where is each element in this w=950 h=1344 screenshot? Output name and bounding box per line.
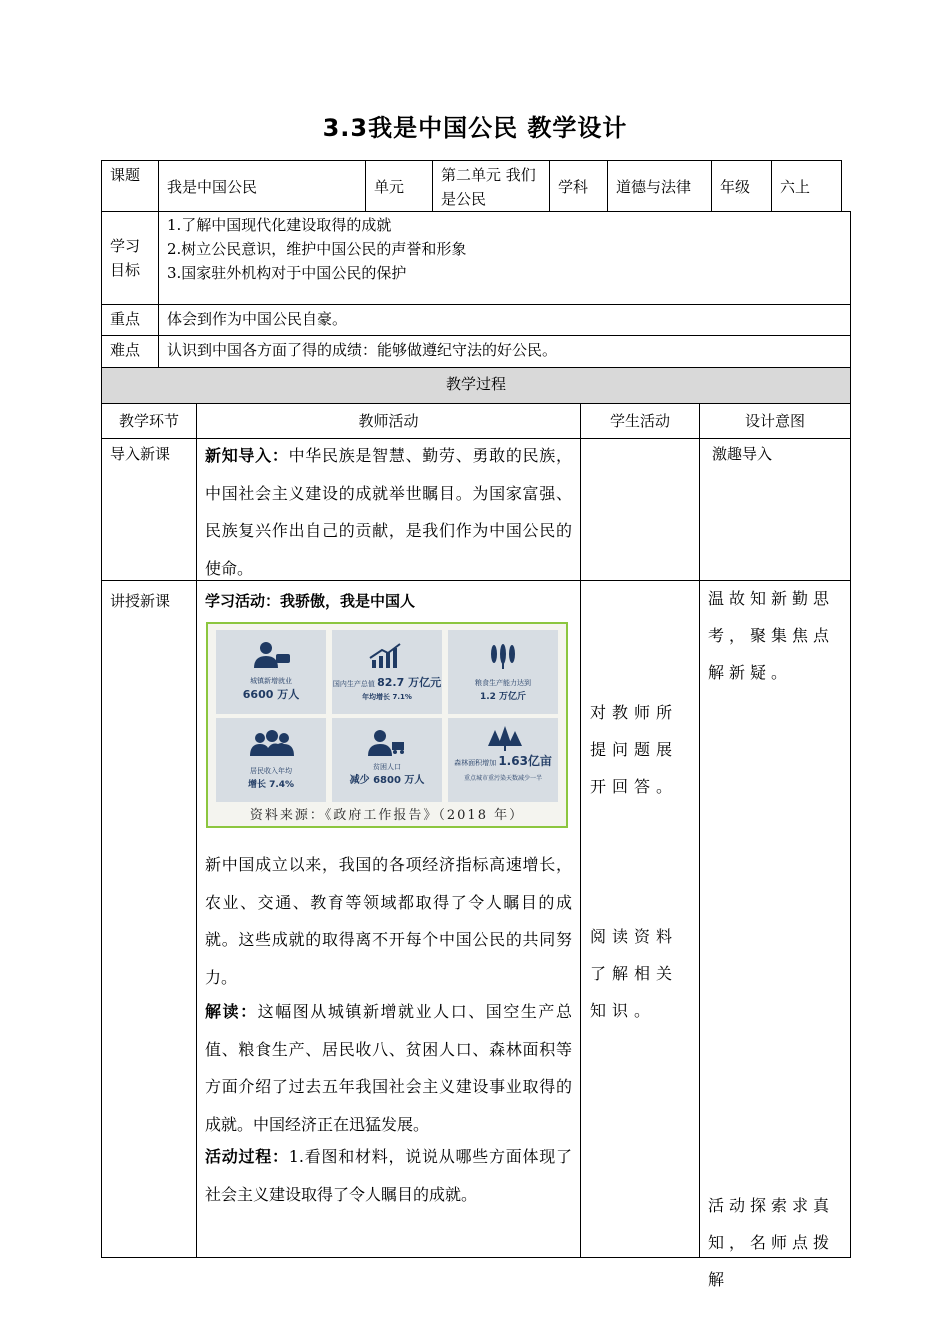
header-stage-cell: [101, 403, 197, 439]
subject-label-cell: [549, 160, 608, 212]
tile-value: 增长 7.4%: [247, 780, 295, 790]
tile-value: 6600 万人: [242, 688, 300, 701]
intro-student-cell: [580, 438, 700, 581]
grade-value-cell: [771, 160, 842, 212]
goal-item: 3.国家驻外机构对于中国公民的保护: [167, 264, 407, 282]
goals-label-cell: [101, 211, 159, 305]
tile-sub: 年均增长 7.1%: [362, 693, 412, 701]
topic-value-cell: [158, 160, 366, 212]
topic-label-cell: [101, 160, 159, 212]
goals-label: 学习目标: [110, 237, 141, 279]
residents-icon: [216, 728, 326, 758]
poverty-icon: [332, 728, 442, 758]
tile-employment: [216, 630, 326, 714]
process-bold: 活动过程：: [205, 1147, 289, 1166]
tile-value: 1.2 万亿斤: [479, 692, 527, 702]
subject-value: 道德与法律: [616, 178, 692, 196]
lecture-stage-cell: [101, 580, 197, 1258]
tile-label: 国内生产总值 82.7 万亿元: [332, 676, 442, 689]
header-teacher: 教师活动: [358, 412, 419, 430]
difficulty-label: 难点: [110, 341, 141, 359]
wheat-icon: [448, 640, 558, 670]
tile-gdp: [332, 630, 442, 714]
key-point-text: 体会到作为中国公民自豪。: [167, 310, 348, 328]
intro-teacher-text: 中华民族是智慧、勤劳、勇敢的民族，中国社会主义建设的成就举世瞩目。为国家富强、民族复兴作出自己的贡献，是我们作为中国公民的使命。: [205, 446, 572, 578]
header-student-cell: [580, 403, 700, 439]
lecture-paragraph: 新中国成立以来，我国的各项经济指标高速增长，农业、交通、教育等领域都取得了令人瞩目的成就。这些成就的取得离不开每个中国公民的共同努力。: [205, 855, 572, 987]
intro-teacher-bold: 新知导入：: [205, 446, 289, 465]
growth-chart-icon: [332, 640, 442, 670]
tile-forest: [448, 718, 558, 802]
lecture-stage: 讲授新课: [110, 592, 171, 610]
infographic-source: 资料来源：《政府工作报告》（2018 年）: [249, 808, 525, 823]
header-intent-cell: [699, 403, 851, 439]
tile-value: 减少 6800 万人: [349, 775, 425, 786]
header-teacher-cell: [196, 403, 581, 439]
grade-value: 六上: [780, 178, 811, 196]
reading-bold: 解读：: [205, 1002, 258, 1021]
unit-label-cell: [365, 160, 433, 212]
intro-intent: 激趣导入: [712, 445, 773, 463]
intro-intent-cell: [699, 438, 851, 581]
key-point-label-cell: [101, 304, 159, 336]
student-activity-answer: 对教师所提问题展开回答。: [590, 703, 679, 796]
intro-stage-cell: [101, 438, 197, 581]
process-text: 1.看图和材料，说说从哪些方面体现了社会主义建设取得了令人瞩目的成就。: [205, 1147, 572, 1204]
subject-value-cell: [607, 160, 712, 212]
goal-item: 2.树立公民意识，维护中国公民的声誉和形象: [167, 240, 467, 258]
tile-label: 粮食生产能力达到: [475, 679, 531, 687]
tile-grain: [448, 630, 558, 714]
tile-sub: 重点城市重污染天数减少一半: [463, 775, 542, 782]
topic-value: 我是中国公民: [167, 178, 258, 196]
difficulty-text: 认识到中国各方面了得的成绩：能够做遵纪守法的好公民。: [167, 341, 558, 359]
forest-icon: [448, 722, 558, 752]
difficulty-label-cell: [101, 335, 159, 368]
header-stage: 教学环节: [118, 412, 179, 430]
grade-label: 年级: [720, 178, 751, 196]
design-intent-explore: 活动探索求真知，名师点拨解: [708, 1196, 835, 1289]
header-intent: 设计意图: [744, 412, 805, 430]
grade-label-cell: [711, 160, 772, 212]
tile-label: 居民收入年均: [250, 767, 292, 775]
achievements-infographic: [206, 622, 568, 828]
key-point-text-cell: [158, 304, 851, 336]
page-title: 3.3我是中国公民 教学设计: [322, 114, 628, 142]
reading-paragraph: [205, 993, 572, 1143]
intro-stage: 导入新课: [110, 445, 171, 463]
header-student: 学生活动: [609, 412, 670, 430]
tile-label: 城镇新增就业: [250, 677, 292, 685]
goals-content-cell: [158, 211, 851, 305]
key-point-label: 重点: [110, 310, 141, 328]
student-activity-read: 阅读资料了解相关知识。: [590, 927, 679, 1020]
design-intent-review: 温故知新勤思考，聚集焦点解新疑。: [708, 589, 835, 682]
process-heading-cell: [101, 367, 851, 404]
goal-item: 1.了解中国现代化建设取得的成就: [167, 216, 392, 234]
intro-teacher-cell: [196, 438, 581, 581]
employment-icon: [216, 640, 326, 670]
tile-label: 森林面积增加 1.63亿亩: [454, 754, 552, 768]
difficulty-text-cell: [158, 335, 851, 368]
unit-value: 第二单元 我们是公民: [441, 166, 536, 208]
reading-text: 这幅图从城镇新增就业人口、国空生产总值、粮食生产、居民收八、贫困人口、森林面积等方面介绍了过去五年我国社会主义建设事业取得的成就。中国经济正在迅猛发展。: [205, 1002, 572, 1134]
activity-process-paragraph: [205, 1138, 572, 1213]
tile-poverty: [332, 718, 442, 802]
unit-label: 单元: [374, 178, 405, 196]
activity-title: 学习活动：我骄傲，我是中国人: [205, 592, 416, 610]
process-heading: 教学过程: [445, 375, 506, 393]
tile-label: 贫困人口: [373, 763, 401, 771]
topic-label: 课题: [110, 166, 141, 184]
tile-income: [216, 718, 326, 802]
subject-label: 学科: [558, 178, 589, 196]
unit-value-cell: [432, 160, 550, 212]
